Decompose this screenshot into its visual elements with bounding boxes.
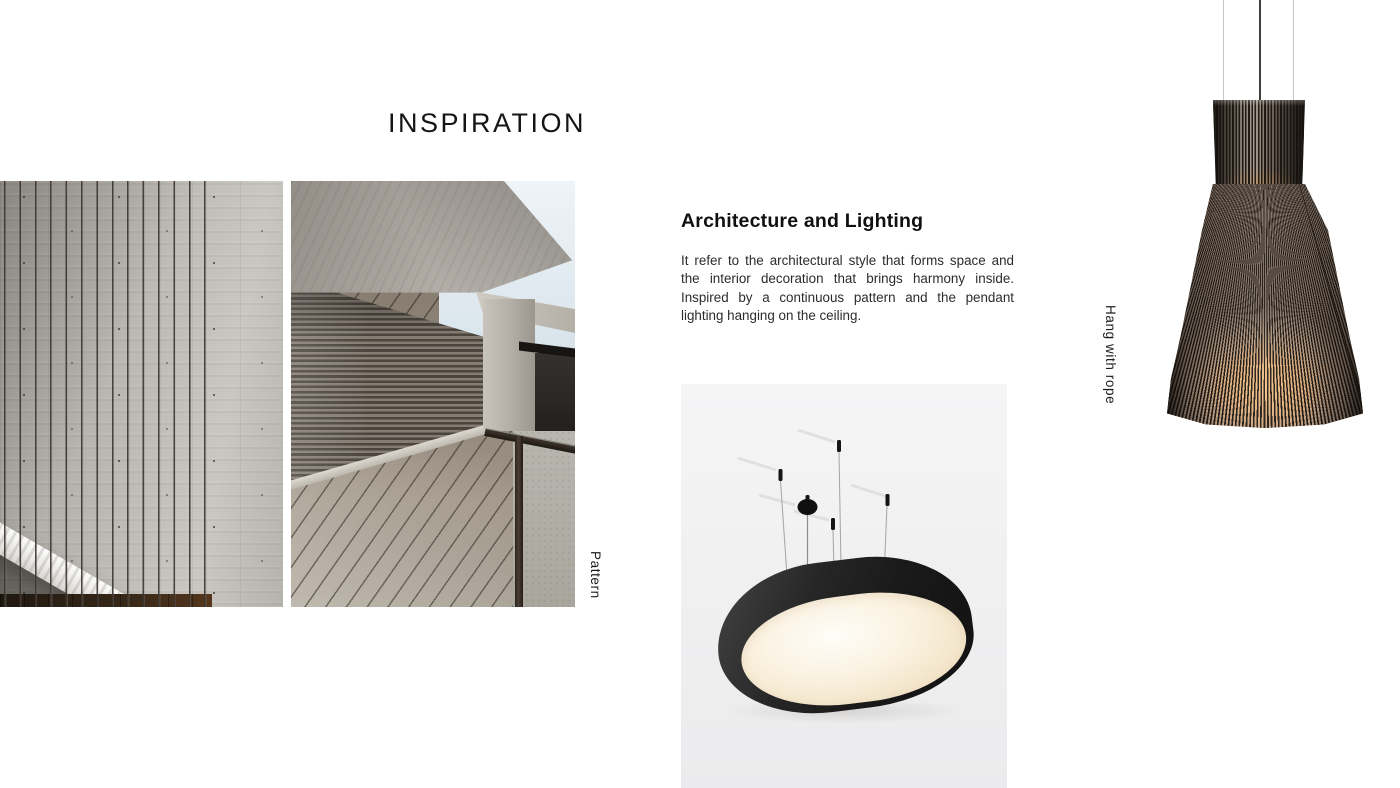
lamp-neck — [1213, 100, 1305, 186]
page-title: INSPIRATION — [388, 108, 587, 138]
hanging-cord-center — [1259, 0, 1261, 102]
wood-deck-photo — [291, 181, 575, 607]
concrete-pillar — [483, 299, 535, 431]
slatted-cone-pendant-photo — [1166, 0, 1364, 434]
dark-rail-post — [515, 436, 523, 607]
hanging-wire-right — [1293, 0, 1294, 103]
lamp-cone-shade — [1166, 184, 1364, 428]
hanging-wire-left — [1223, 0, 1224, 103]
section-body: It refer to the architectural style that forms space and the interior decoration that brings harmony inside. Inspired by a continuous pattern and the pendant lighting hanging on the ceiling. — [681, 253, 1014, 323]
round-pendant-lamp-photo — [681, 384, 1007, 788]
section-heading: Architecture and Lighting — [681, 210, 924, 232]
concrete-stair-photo — [0, 181, 283, 607]
shaded-corner — [535, 353, 575, 431]
caption-pattern: Pattern — [588, 551, 603, 599]
caption-hang-with-rope: Hang with rope — [1103, 305, 1118, 405]
cable-balustrade — [4, 181, 210, 607]
